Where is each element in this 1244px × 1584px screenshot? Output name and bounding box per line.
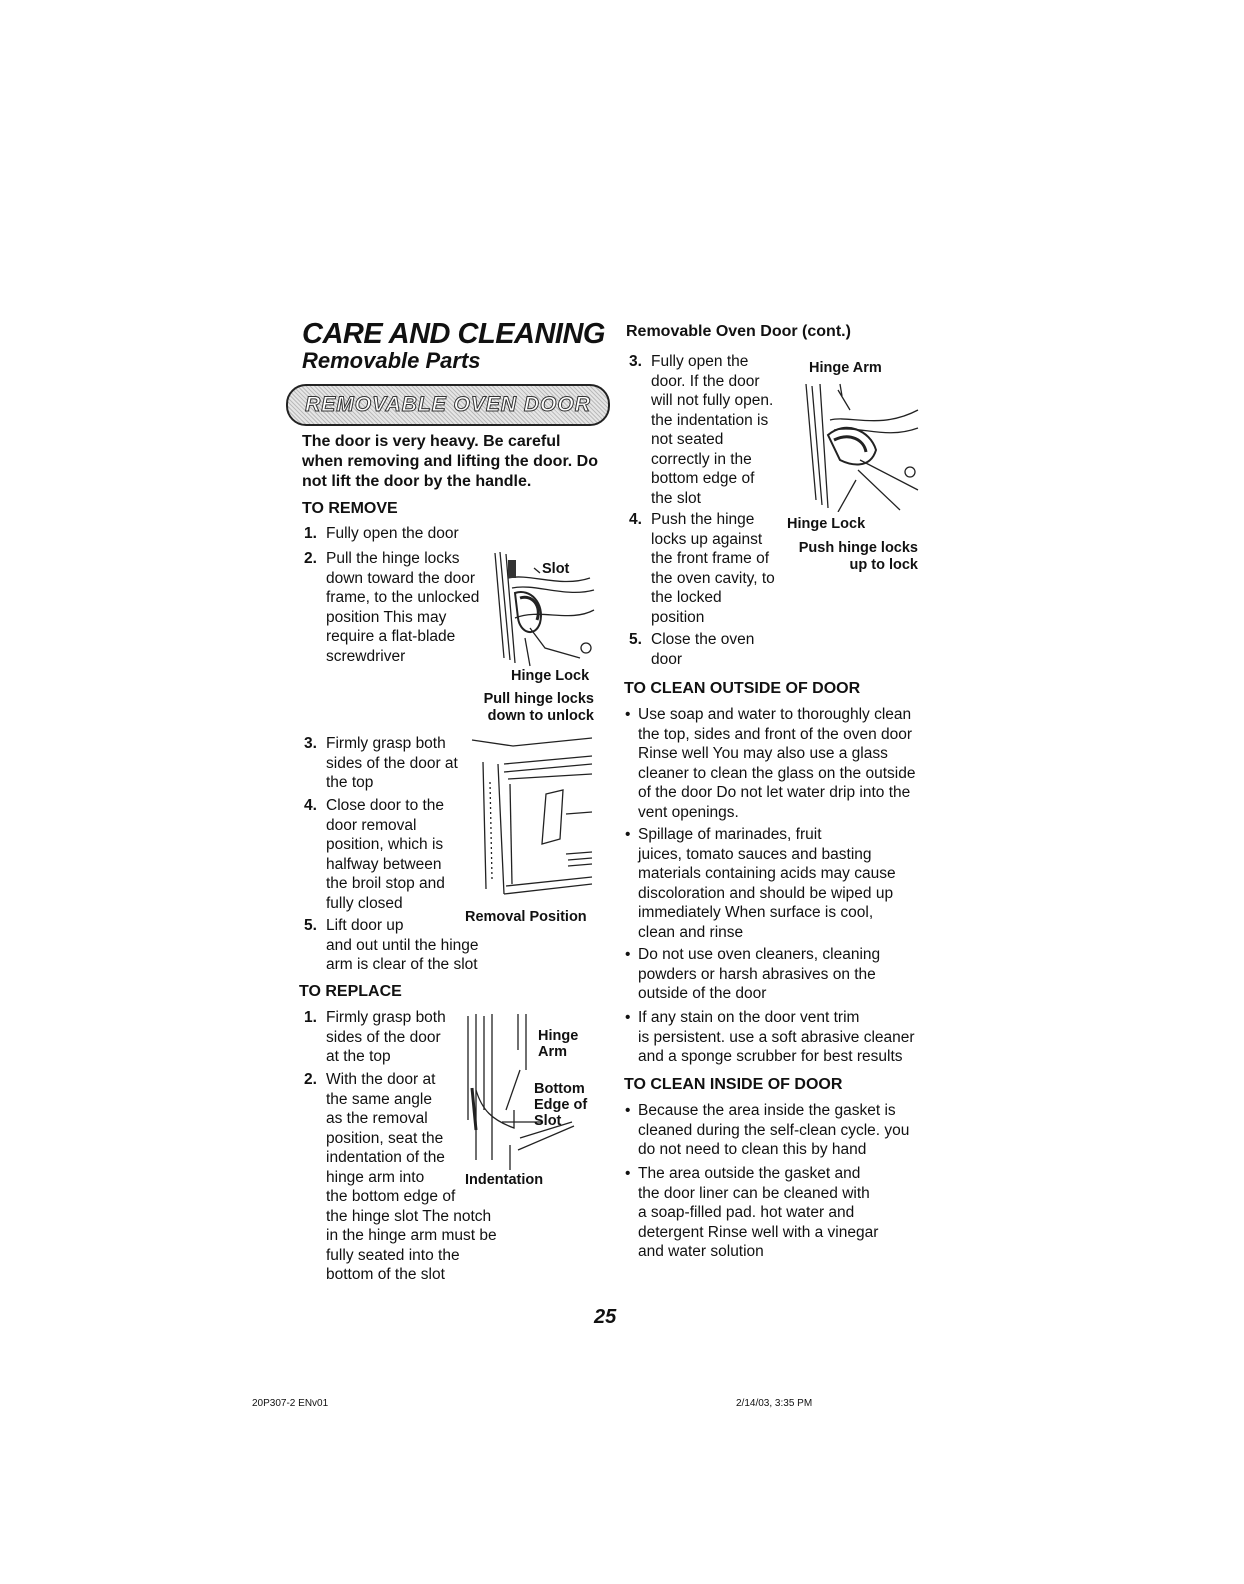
step-line: Firmly grasp both <box>326 1009 446 1026</box>
fig2-caption: Removal Position <box>465 909 587 925</box>
step-line: position This may <box>326 608 447 626</box>
caption-line: Pull hinge locks <box>483 691 594 707</box>
step-number: 2. <box>304 1071 317 1088</box>
step-number: 3. <box>629 353 642 370</box>
step-line: fully closed <box>326 894 403 912</box>
step-line: the locked <box>651 589 722 606</box>
clean-outside-heading: TO CLEAN OUTSIDE OF DOOR <box>624 680 861 697</box>
step-line: locks up against <box>651 530 763 548</box>
removal-position-illustration <box>468 734 596 902</box>
step-line: position, which is <box>326 836 444 853</box>
step-line: the slot <box>651 489 701 507</box>
bullet-line: of the door Do not let water drip into the <box>638 784 911 801</box>
step-line: will not fully open. <box>651 392 774 409</box>
remove-step-2 <box>304 549 480 666</box>
step-line: indentation of the <box>326 1149 445 1166</box>
bullet-line: • If any stain on the door vent trim <box>638 1008 915 1028</box>
right-step-5 <box>629 630 755 669</box>
right-heading: Removable Oven Door (cont.) <box>626 323 851 340</box>
step-line: Push the hinge <box>651 511 755 528</box>
caption-line: Push hinge locks <box>798 540 918 556</box>
fig1-slot-label: Slot <box>542 561 570 577</box>
page-title: CARE AND CLEANING <box>302 318 605 350</box>
fig3-edge-label: Edge of <box>534 1097 588 1113</box>
clean-outside-bullet-1 <box>638 705 915 822</box>
step-line: Firmly grasp both <box>326 735 446 752</box>
step-line: hinge arm into <box>326 1168 425 1186</box>
to-remove-heading: TO REMOVE <box>302 500 398 517</box>
fig4-caption <box>760 540 918 574</box>
fig3-indentation-label: Indentation <box>465 1172 544 1188</box>
step-number: 2. <box>304 550 317 567</box>
bullet-line: the door liner can be cleaned with <box>638 1184 870 1202</box>
fig3-hinge-label: Hinge <box>538 1028 579 1044</box>
step-line: in the hinge arm must be <box>326 1227 497 1244</box>
step-line: position, seat the <box>326 1129 444 1147</box>
bullet-line: do not need to clean this by hand <box>638 1141 867 1158</box>
bullet-line: • Because the area inside the gasket is <box>638 1101 909 1121</box>
clean-inside-bullet-2 <box>638 1164 878 1262</box>
step-line: not seated <box>651 431 724 448</box>
bullet-line: • The area outside the gasket and <box>638 1164 878 1184</box>
step-line: Close door to the <box>326 797 445 814</box>
step-line: require a flat-blade <box>326 628 456 645</box>
caption-line: down to unlock <box>487 708 594 724</box>
step-line: door. If the door <box>651 372 760 390</box>
bullet-line: cleaned during the self-clean cycle. you <box>638 1121 910 1139</box>
bullet-line: cleaner to clean the glass on the outside <box>638 764 916 782</box>
page-number: 25 <box>594 1306 617 1328</box>
clean-outside-bullet-4 <box>638 1008 915 1067</box>
step-line: fully seated into the <box>326 1246 460 1264</box>
step-number: 5. <box>304 917 317 934</box>
bullet-line: • Spillage of marinades, fruit <box>638 825 896 845</box>
section-banner <box>286 384 610 426</box>
replace-step-1 <box>304 1008 446 1067</box>
clean-inside-heading: TO CLEAN INSIDE OF DOOR <box>624 1076 843 1093</box>
bullet-line: immediately When surface is cool, <box>638 904 874 921</box>
bullet-line: • Use soap and water to thoroughly clean <box>638 705 915 725</box>
step-line: the top <box>326 774 374 791</box>
bullet-line: outside of the door <box>638 985 767 1002</box>
page-subtitle: Removable Parts <box>302 348 481 373</box>
bullet-line: the top, sides and front of the oven door <box>638 725 913 743</box>
clean-outside-bullet-3 <box>638 945 880 1004</box>
step-line: the broil stop and <box>326 875 445 892</box>
bullet-line: a soap-filled pad. hot water and <box>638 1204 855 1221</box>
bullet-line: and water solution <box>638 1243 764 1260</box>
step-line: halfway between <box>326 855 442 873</box>
step-line: Pull the hinge locks <box>326 550 460 567</box>
bullet-line: vent openings. <box>638 803 739 821</box>
step-line: the same angle <box>326 1090 432 1108</box>
to-replace-heading: TO REPLACE <box>299 983 402 1000</box>
step-line: the bottom edge of <box>326 1188 456 1205</box>
bullet-line: materials containing acids may cause <box>638 865 896 882</box>
fig4-hinge-lock-label: Hinge Lock <box>787 516 866 532</box>
step-line: bottom of the slot <box>326 1266 445 1283</box>
bullet-line: juices, tomato sauces and basting <box>638 845 872 863</box>
step-line: Lift door up <box>326 917 404 934</box>
step-line: door removal <box>326 816 417 834</box>
right-step-4 <box>629 510 775 627</box>
clean-inside-bullet-1 <box>638 1101 909 1160</box>
step-line: the oven cavity, to <box>651 569 775 587</box>
step-number: 1. <box>304 525 317 542</box>
bullet-line: detergent Rinse well with a vinegar <box>638 1223 879 1241</box>
step-line: at the top <box>326 1048 391 1065</box>
bullet-line: powders or harsh abrasives on the <box>638 965 876 983</box>
step-line: frame, to the unlocked <box>326 589 480 606</box>
hinge-lock-up-illustration <box>800 380 924 512</box>
fig1-hinge-lock-label: Hinge Lock <box>511 668 590 684</box>
remove-step-4 <box>304 796 445 913</box>
step-line: Fully open the door <box>326 525 459 542</box>
step-line: Close the oven <box>651 631 755 648</box>
clean-outside-bullet-2 <box>638 825 896 942</box>
step-line: and out until the hinge <box>326 936 479 954</box>
caption-line: up to lock <box>849 557 918 573</box>
fig3-bottom-label: Bottom <box>534 1081 585 1097</box>
step-line: position <box>651 608 705 626</box>
step-number: 5. <box>629 631 642 648</box>
bullet-line: clean and rinse <box>638 923 744 941</box>
step-line: sides of the door at <box>326 754 458 772</box>
banner-text: REMOVABLE OVEN DOOR <box>305 393 591 416</box>
remove-step-5 <box>304 916 479 975</box>
remove-step-3 <box>304 734 458 793</box>
fig3-slot-label: Slot <box>534 1113 562 1129</box>
step-number: 4. <box>304 797 317 814</box>
right-step-3 <box>629 352 774 508</box>
step-line: sides of the door <box>326 1028 441 1046</box>
bullet-line: Rinse well You may also use a glass <box>638 745 888 762</box>
step-line: as the removal <box>326 1110 428 1127</box>
step-line: correctly in the <box>651 450 752 468</box>
step-line: bottom edge of <box>651 470 755 487</box>
fig3-arm-label: Arm <box>538 1044 568 1060</box>
footer-doc-id: 20P307-2 ENv01 <box>252 1398 329 1409</box>
step-line: screwdriver <box>326 647 406 665</box>
fig1-caption <box>440 691 594 725</box>
step-line: door <box>651 650 683 668</box>
remove-step-1 <box>304 524 459 544</box>
step-line: Fully open the <box>651 353 749 370</box>
step-number: 4. <box>629 511 642 528</box>
footer-timestamp: 2/14/03, 3:35 PM <box>736 1398 813 1409</box>
step-line: With the door at <box>326 1071 436 1088</box>
bullet-line: is persistent. use a soft abrasive cleaner <box>638 1028 915 1046</box>
step-line: the indentation is <box>651 411 769 429</box>
step-number: 3. <box>304 735 317 752</box>
bullet-line: discoloration and should be wiped up <box>638 884 894 902</box>
fig4-hinge-arm-label: Hinge Arm <box>809 360 882 376</box>
warning-text: The door is very heavy. Be careful when removing and lifting the door. Do not lift the door by the handle. <box>302 433 598 490</box>
bullet-line: • Do not use oven cleaners, cleaning <box>638 945 880 965</box>
step-number: 1. <box>304 1009 317 1026</box>
step-line: the hinge slot The notch <box>326 1207 492 1225</box>
bullet-line: and a sponge scrubber for best results <box>638 1048 903 1065</box>
step-line: arm is clear of the slot <box>326 956 478 973</box>
step-line: down toward the door <box>326 569 476 587</box>
step-line: the front frame of <box>651 550 770 567</box>
